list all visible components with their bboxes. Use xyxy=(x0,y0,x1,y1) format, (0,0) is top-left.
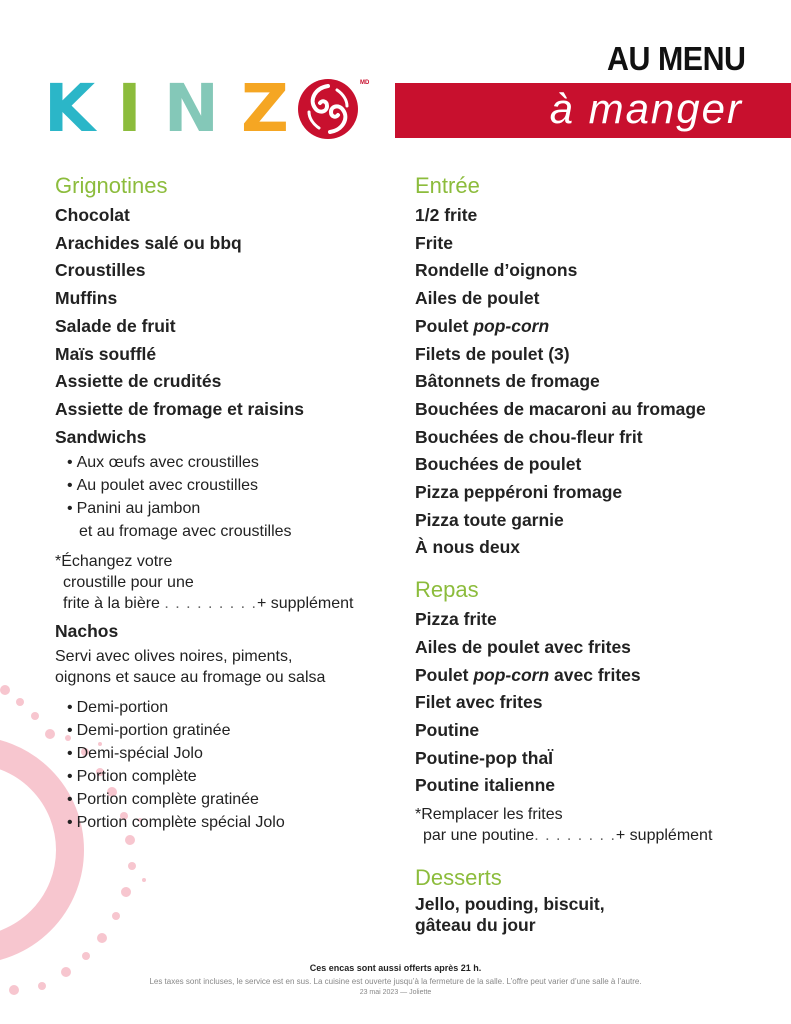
sandwich-option: • Aux œufs avec croustilles xyxy=(55,451,395,474)
logo-md-mark: MD xyxy=(360,80,370,86)
menu-item: Bouchées de chou-fleur frit xyxy=(415,426,643,447)
dessert-line: Jello, pouding, biscuit, xyxy=(415,894,605,915)
popcorn-suffix: avec frites xyxy=(549,664,641,685)
logo-letter-n: N xyxy=(163,70,219,147)
menu-item: Arachides salé ou bbq xyxy=(55,232,242,253)
menu-item: Ailes de poulet avec frites xyxy=(415,636,631,657)
menu-item: Pizza peppéroni fromage xyxy=(415,482,623,503)
sandwichs-title: Sandwichs xyxy=(55,426,147,447)
footer-late-note: Ces encas sont aussi offerts après 21 h. xyxy=(309,963,482,973)
logo-letter-i: I xyxy=(117,70,142,147)
menu-item: Maïs soufflé xyxy=(55,343,157,364)
logo-swirl-icon xyxy=(297,78,359,140)
sandwich-option: • Au poulet avec croustilles xyxy=(55,474,395,497)
menu-item: Filet avec frites xyxy=(415,692,543,713)
footer-taxes-note: Les taxes sont incluses, le service est en sus. La cuisine est ouverte jusqu’à la fermeture de la salle. L’offre peut varier d’une salle à l’autre. xyxy=(149,977,642,986)
exchange-note-text: frite à la bière xyxy=(63,595,160,613)
nachos-option: • Demi-portion gratinée xyxy=(55,719,395,742)
nachos-description: Servi avec olives noires, piments, xyxy=(55,648,293,666)
kinzo-logo xyxy=(44,70,370,147)
popcorn-word: pop-corn xyxy=(473,315,550,336)
leader-dots: . . . . . . . . . xyxy=(164,595,257,613)
menu-item-popcorn xyxy=(415,313,775,341)
popcorn-word: pop-corn xyxy=(473,664,550,685)
menu-item: Pizza frite xyxy=(415,609,497,630)
section-title-grignotines: Grignotines xyxy=(55,173,168,198)
menu-item: Poutine-pop thaÏ xyxy=(415,747,554,768)
nachos-option: • Portion complète gratinée xyxy=(55,788,395,811)
menu-item: Salade de fruit xyxy=(55,315,176,336)
popcorn-prefix: Poulet xyxy=(415,315,474,336)
right-column xyxy=(415,170,775,936)
nachos-description: oignons et sauce au fromage ou salsa xyxy=(55,669,326,687)
exchange-note-line: croustille pour une xyxy=(63,574,194,592)
menu-item: Rondelle d’oignons xyxy=(415,260,578,281)
menu-item: Bouchées de macaroni au fromage xyxy=(415,398,706,419)
supplement-label: + supplément xyxy=(256,595,354,613)
section-title-desserts: Desserts xyxy=(415,865,502,891)
menu-item: À nous deux xyxy=(415,537,521,558)
section-title-entree: Entrée xyxy=(415,173,480,198)
menu-item: Bouchées de poulet xyxy=(415,454,582,475)
supplement-label: + supplément xyxy=(615,827,713,845)
nachos-option: • Portion complète xyxy=(55,765,395,788)
menu-item: 1/2 frite xyxy=(415,205,478,225)
replace-note-price xyxy=(415,825,775,846)
menu-item: Croustilles xyxy=(55,260,146,281)
section-title-repas: Repas xyxy=(415,577,479,603)
menu-item-popcorn xyxy=(415,662,775,690)
sandwich-option-cont: et au fromage avec croustilles xyxy=(79,523,292,541)
nachos-option: • Portion complète spécial Jolo xyxy=(55,811,395,834)
menu-item: Muffins xyxy=(55,288,118,309)
replace-note-text: par une poutine xyxy=(423,827,535,845)
popcorn-prefix: Poulet xyxy=(415,664,474,685)
page-title: AU MENU xyxy=(606,40,745,77)
menu-item: Assiette de fromage et raisins xyxy=(55,398,304,419)
exchange-note-price xyxy=(55,593,395,614)
logo-letter-z: Z xyxy=(240,70,289,147)
banner-subtitle: à manger xyxy=(549,85,743,132)
replace-note-line: *Remplacer les frites xyxy=(415,806,563,824)
menu-item: Poutine xyxy=(415,719,480,740)
menu-item: Poutine italienne xyxy=(415,775,556,796)
menu-item: Chocolat xyxy=(55,205,130,225)
nachos-option: • Demi-portion xyxy=(55,696,395,719)
menu-item: Pizza toute garnie xyxy=(415,509,564,530)
footer-date-location: 23 mai 2023 — Joliette xyxy=(359,989,432,996)
leader-dots: . . . . . . . . xyxy=(534,827,616,845)
sandwich-option: • Panini au jambon xyxy=(55,497,395,520)
menu-item: Assiette de crudités xyxy=(55,371,222,392)
left-column xyxy=(55,170,395,834)
menu-item: Bâtonnets de fromage xyxy=(415,371,600,392)
exchange-note-line: *Échangez votre xyxy=(55,553,173,571)
title-banner xyxy=(395,83,791,138)
menu-item: Filets de poulet (3) xyxy=(415,343,570,364)
menu-item: Ailes de poulet xyxy=(415,288,540,309)
menu-item: Frite xyxy=(415,232,453,253)
dessert-line: gâteau du jour xyxy=(415,915,536,936)
logo-letter-k: K xyxy=(44,70,96,147)
nachos-title: Nachos xyxy=(55,621,119,642)
nachos-option: • Demi-spécial Jolo xyxy=(55,742,395,765)
